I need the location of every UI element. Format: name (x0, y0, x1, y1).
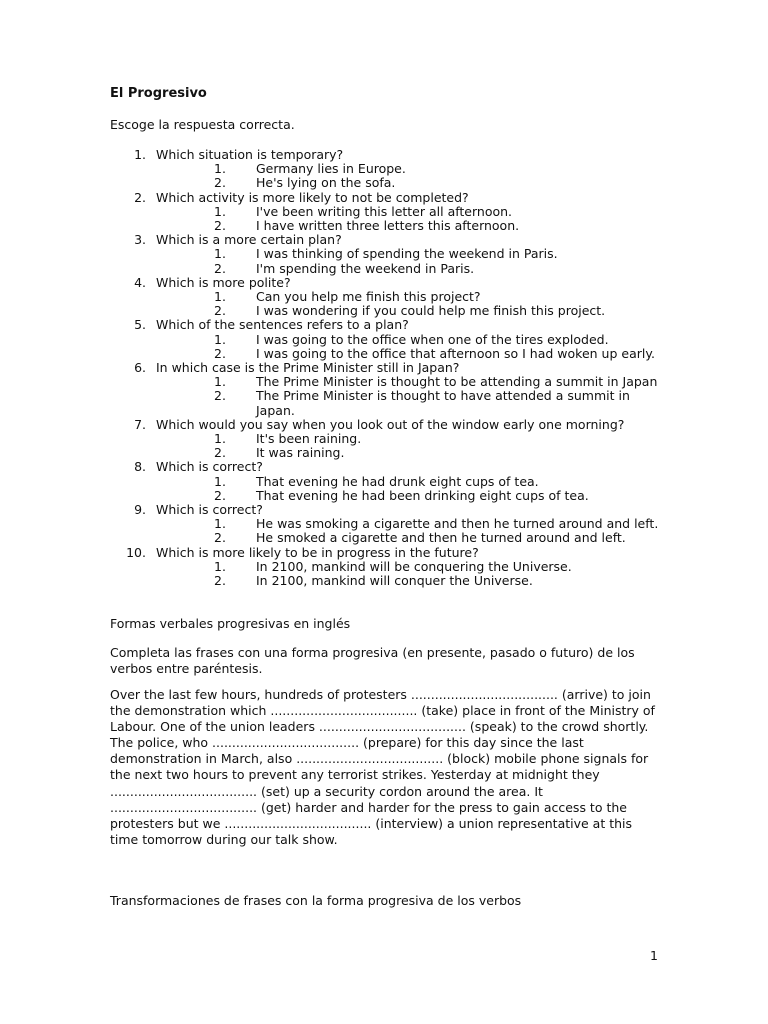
option-text: Can you help me finish this project? (256, 289, 481, 305)
option-text: I'm spending the weekend in Paris. (256, 260, 475, 276)
option-text: The Prime Minister is thought to be attending a summit in Japan (256, 374, 658, 390)
option-number: 1. (214, 431, 226, 447)
option-item (156, 333, 662, 347)
option-text: He was smoking a cigarette and then he turned around and left. (256, 516, 659, 532)
option-item (156, 176, 662, 190)
option-text: He's lying on the sofa. (256, 175, 396, 191)
question-number: 7. (134, 416, 146, 432)
option-number: 2. (214, 487, 226, 503)
option-list (156, 517, 662, 545)
option-text: It was raining. (256, 445, 345, 461)
question-text: Which is correct? (156, 502, 263, 518)
question-text: Which would you say when you look out of the window early one morning? (156, 416, 625, 432)
question-text: Which is more likely to be in progress in the future? (156, 544, 479, 560)
question-text: Which of the sentences refers to a plan? (156, 317, 409, 333)
option-text: He smoked a cigarette and then he turned around and left. (256, 530, 626, 546)
document-title: El Progresivo (110, 86, 207, 101)
question-text: Which is a more certain plan? (156, 232, 342, 248)
question-text: Which is more polite? (156, 274, 291, 290)
question-number: 9. (134, 502, 146, 518)
option-item (156, 531, 662, 545)
option-text: I was thinking of spending the weekend in Paris. (256, 246, 558, 262)
option-number: 2. (214, 303, 226, 319)
question-number: 3. (134, 232, 146, 248)
option-item (156, 574, 662, 588)
option-item (156, 304, 662, 318)
question-item (110, 191, 662, 234)
option-item (156, 290, 662, 304)
question-item (110, 418, 662, 461)
page-number: 1 (650, 948, 658, 963)
option-list (156, 205, 662, 233)
option-text: I was wondering if you could help me finish this project. (256, 303, 606, 319)
option-text: That evening he had drunk eight cups of tea. (256, 473, 539, 489)
question-item (110, 276, 662, 319)
option-item (156, 475, 662, 489)
option-number: 2. (214, 388, 226, 404)
question-item (110, 233, 662, 276)
option-list (156, 333, 662, 361)
option-list (156, 432, 662, 460)
option-item (156, 219, 662, 233)
option-item (156, 432, 662, 446)
option-item (156, 517, 662, 531)
option-list (156, 560, 662, 588)
question-text: In which case is the Prime Minister still in Japan? (156, 360, 460, 376)
option-item (156, 489, 662, 503)
option-text: Germany lies in Europe. (256, 161, 406, 177)
section2-paragraph: Over the last few hours, hundreds of protesters ..................................... (arrive) to join the demonstration which ..................................... (take) place in front of the Ministry of Labour. One of the union leaders ..................................... (speak) to the crowd shortly. The police, who ..................................... (prepare) for this day since the last demonstration in March, also ..................................... (block) mobile phone signals for the next two hours to prevent any terrorist strikes. Yesterday at midnight they ..................................... (set) up a security cordon around the area. It ..................................... (get) harder and harder for the press to gain access to the protesters but we ..................................... (interview) a union representative at this time tomorrow during our talk show. (110, 687, 655, 847)
option-item (156, 262, 662, 276)
section-progressive-forms (110, 616, 662, 848)
section3-heading: Transformaciones de frases con la forma progresiva de los verbos (110, 893, 522, 908)
option-text: I was going to the office that afternoon so I had woken up early. (256, 345, 655, 361)
option-number: 1. (214, 246, 226, 262)
option-number: 1. (214, 331, 226, 347)
option-text: It's been raining. (256, 431, 362, 447)
instruction-text: Escoge la respuesta correcta. (110, 117, 295, 132)
option-item (156, 247, 662, 261)
option-number: 2. (214, 345, 226, 361)
question-number: 4. (134, 274, 146, 290)
option-number: 2. (214, 445, 226, 461)
option-item (156, 560, 662, 574)
option-text: That evening he had been drinking eight cups of tea. (256, 487, 589, 503)
question-number: 6. (134, 360, 146, 376)
option-item (156, 205, 662, 219)
question-item (110, 460, 662, 503)
question-number: 8. (134, 459, 146, 475)
option-number: 1. (214, 516, 226, 532)
question-item (110, 148, 662, 191)
option-text: In 2100, mankind will be conquering the Universe. (256, 558, 572, 574)
option-number: 1. (214, 558, 226, 574)
option-list (156, 247, 662, 275)
option-number: 2. (214, 218, 226, 234)
option-item (156, 375, 662, 389)
question-number: 2. (134, 189, 146, 205)
option-number: 2. (214, 260, 226, 276)
option-item (156, 389, 662, 417)
option-text: In 2100, mankind will conquer the Universe. (256, 573, 533, 589)
section2-instruction: Completa las frases con una forma progresiva (en presente, pasado o futuro) de los verbos entre paréntesis. (110, 645, 635, 676)
option-text: I have written three letters this afternoon. (256, 218, 520, 234)
question-number: 10. (126, 544, 146, 560)
option-number: 2. (214, 530, 226, 546)
question-list (110, 148, 662, 588)
option-number: 1. (214, 289, 226, 305)
option-number: 2. (214, 175, 226, 191)
question-text: Which is correct? (156, 459, 263, 475)
option-number: 1. (214, 473, 226, 489)
question-number: 5. (134, 317, 146, 333)
option-text: The Prime Minister is thought to have attended a summit in Japan. (256, 388, 630, 418)
option-number: 2. (214, 573, 226, 589)
option-list (156, 162, 662, 190)
section2-heading: Formas verbales progresivas en inglés (110, 616, 351, 631)
question-item (110, 503, 662, 546)
question-text: Which activity is more likely to not be completed? (156, 189, 469, 205)
option-number: 1. (214, 203, 226, 219)
option-list (156, 290, 662, 318)
question-item (110, 318, 662, 361)
option-list (156, 475, 662, 503)
question-item (110, 546, 662, 589)
option-item (156, 446, 662, 460)
option-number: 1. (214, 161, 226, 177)
option-text: I was going to the office when one of the tires exploded. (256, 331, 609, 347)
option-item (156, 347, 662, 361)
option-item (156, 162, 662, 176)
page-content (110, 86, 662, 588)
question-item (110, 361, 662, 418)
option-list (156, 375, 662, 418)
option-number: 1. (214, 374, 226, 390)
option-text: I've been writing this letter all afternoon. (256, 203, 513, 219)
question-text: Which situation is temporary? (156, 147, 344, 162)
question-number: 1. (134, 147, 146, 162)
